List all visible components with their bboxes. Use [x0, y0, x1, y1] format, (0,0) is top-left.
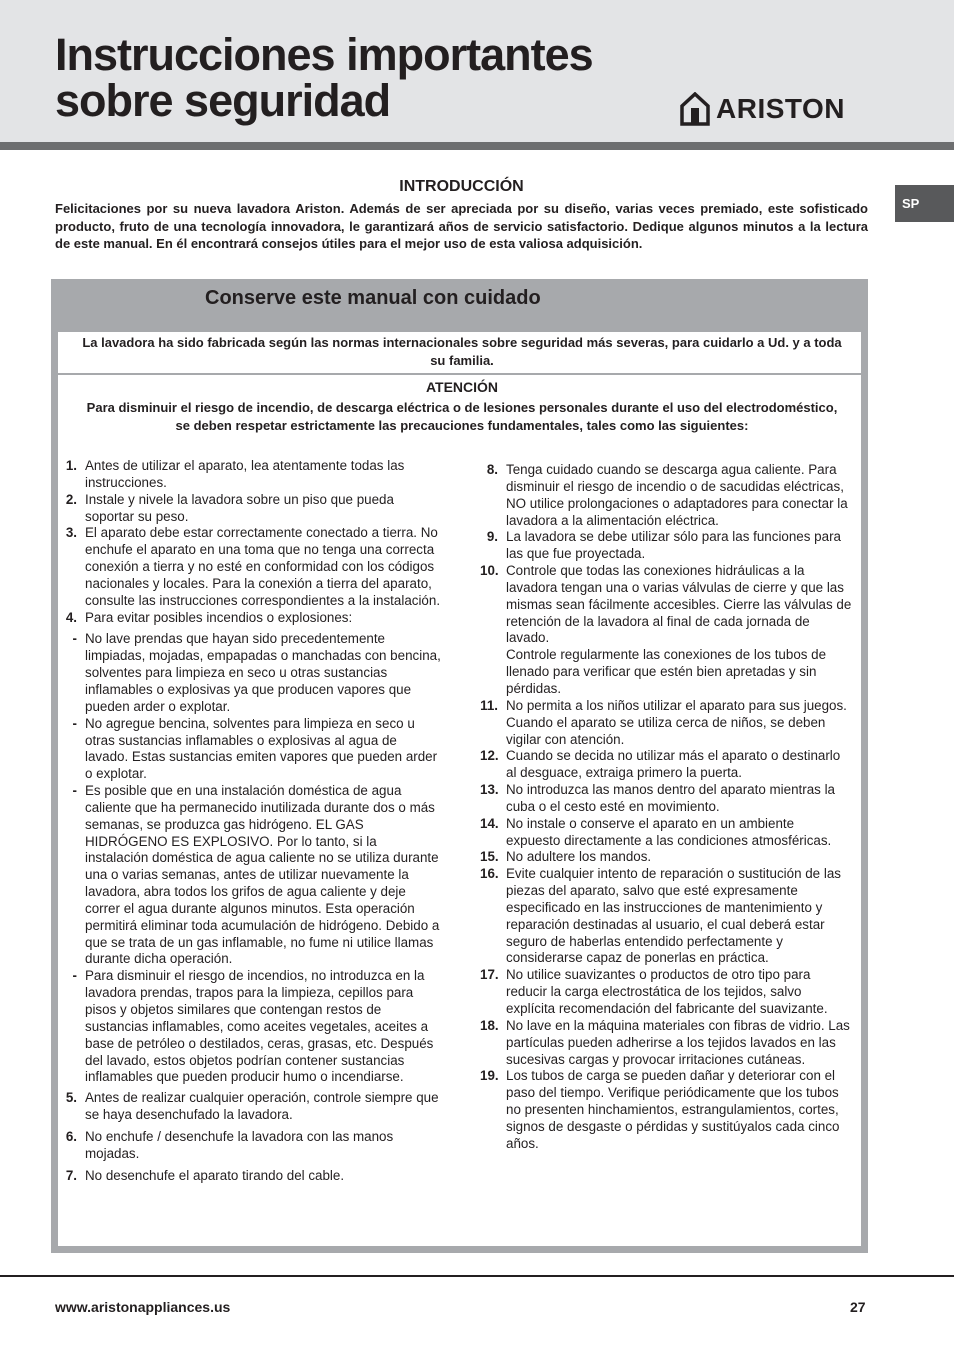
item-text: No introduzca las manos dentro del aparato mientras la cuba o el cesto esté en movimiento. [506, 782, 835, 814]
footer-url[interactable]: www.aristonappliances.us [55, 1299, 231, 1315]
sub-item [58, 783, 443, 968]
list-item [480, 563, 852, 698]
header-rule [0, 142, 954, 150]
item-text: No enchufe / desenchufe la lavadora con las manos mojadas. [85, 1128, 394, 1161]
sub-dash: - [72, 968, 77, 984]
item-number: 1. [65, 458, 77, 473]
right-column [480, 462, 852, 1153]
item-number: 2. [65, 491, 77, 507]
list-item [480, 849, 852, 866]
page-number: 27 [850, 1299, 866, 1315]
list-item [58, 1129, 443, 1163]
title-line-2: sobre seguridad [55, 75, 391, 126]
item-text: No permita a los niños utilizar el aparato para sus juegos. Cuando el aparato se utiliza cerca de niños, se deben vigilar con atención. [506, 697, 847, 747]
item-number: 11. [480, 697, 498, 713]
atencion-text: Para disminuir el riesgo de incendio, de descarga eléctrica o de lesiones personales durante el uso del electrodoméstico, se deben respetar estrictamente las precauciones fundamentales, tales como las siguientes: [86, 400, 838, 433]
item-number: 5. [65, 1090, 77, 1106]
item-text: No desenchufe el aparato tirando del cable. [85, 1167, 345, 1183]
item-number: 9. [486, 529, 498, 545]
ariston-house-icon [680, 92, 710, 126]
list-item [480, 529, 852, 563]
item-text: El aparato debe estar correctamente conectado a tierra. No enchufe el aparato en una toma que no tenga una correcta conexión a tierra y no esté en conformidad con los códigos nacionales y locales. Para la conexión a tierra del aparato, consulte las instrucciones correspondientes a la instalación. [85, 525, 441, 608]
sub-text: Para disminuir el riesgo de incendios, no introduzca en la lavadora prendas, trapos para la limpieza, cepillos para pisos y objetos similares que contengan restos de sustancias inflamables, como aceites vegetales, aceites a base de petróleo o destilados, ceras, grasas, etc. Después del lavado, estos objetos podrían contener sustancias inflamables que pueden producir humo o incendiarse. [85, 968, 434, 1085]
item-number: 8. [486, 462, 498, 477]
box-heading: Conserve este manual con cuidado [205, 287, 541, 309]
sub-item [58, 631, 443, 715]
list-item [58, 610, 443, 627]
item-text-continued: Controle regularmente las conexiones de los tubos de llenado para verificar que estén bien apretadas y sin pérdidas. [506, 647, 827, 696]
item-number: 16. [480, 866, 499, 882]
item-text: Controle que todas las conexiones hidráulicas a la lavadora tengan una o varias válvulas de cierre y que las mismas sean fácilmente accesibles. Cierre las válvulas de retención de la lavadora al final de cada jornada de lavado. [506, 563, 852, 646]
item-text: Instale y nivele la lavadora sobre un piso que pueda soportar su peso. [85, 491, 394, 524]
sub-dash: - [72, 783, 77, 799]
item-text: Evite cualquier intento de reparación o sustitución de las piezas del aparato, salvo que esté expresamente especificado en las instrucciones de mantenimiento y reparación destinadas al usuario, el cual deberá estar seguro de haberlas entendido perfectamente y considerarse capaz de ponerlas en práctica. [506, 866, 841, 966]
item-number: 13. [480, 782, 499, 798]
footer-rule [0, 1275, 954, 1277]
list-item [480, 816, 852, 850]
sub-text: Es posible que en una instalación doméstica de agua caliente que ha permanecido inutilizada durante dos o más semanas, se produzca gas hidrógeno. EL GAS HIDRÓGENO ES EXPLOSIVO. Por lo tanto, si la instalación doméstica de agua caliente no se utiliza durante una o varias semanas, antes de utilizar nuevamente la lavadora, abra todos los grifos de agua caliente y deje correr el agua durante algunos minutos. Esta operación permitirá eliminar toda acumulación de hidrógeno. Debido a que se trata de un gas inflamable, no fume ni utilice llamas durante dicha operación. [85, 783, 440, 967]
title-line-1: Instrucciones importantes [55, 29, 593, 80]
intro-text: Felicitaciones por su nueva lavadora Ariston. Además de ser apreciada por su diseño, varias veces premiado, este sofisticado producto, fruto de una tecnología innovadora, le garantizará años de servicio satisfactorio. Dedique algunos minutos a la lectura de este manual. En él encontrará consejos útiles para el mejor uso de esta valiosa adquisición. [55, 201, 868, 252]
item-text: Antes de realizar cualquier operación, controle siempre que se haya desenchufado la lavadora. [85, 1090, 439, 1123]
left-column [58, 458, 443, 1184]
list-item [58, 458, 443, 492]
list-item [480, 748, 852, 782]
item-text: Para evitar posibles incendios o explosiones: [85, 609, 353, 625]
list-item [58, 1090, 443, 1124]
item-text: La lavadora se debe utilizar sólo para las funciones para las que fue proyectada. [506, 529, 841, 562]
item-number: 10. [480, 563, 499, 579]
list-item [480, 698, 852, 749]
list-item [480, 967, 852, 1018]
item-text: No adultere los mandos. [506, 849, 652, 865]
item-number: 19. [480, 1068, 499, 1084]
list-item [58, 525, 443, 609]
item-text: Los tubos de carga se pueden dañar y deteriorar con el paso del tiempo. Verifique periódicamente que los tubos no presenten hinchamientos, estrangulamientos, cortes, signos de desgaste o pérdidas y sustitúyalos cada cinco años. [506, 1068, 840, 1151]
sub-item [58, 716, 443, 783]
sub-text: No agregue bencina, solventes para limpieza en seco u otras sustancias inflamables o explosivas al agua de lavado. Estas sustancias emiten vapores que pueden arder o explotar. [85, 715, 438, 782]
sub-dash: - [72, 631, 77, 647]
intro-heading: INTRODUCCIÓN [399, 178, 524, 195]
list-item [480, 782, 852, 816]
list-item [58, 492, 443, 526]
list-item [480, 1018, 852, 1069]
item-text: Tenga cuidado cuando se descarga agua caliente. Para disminuir el riesgo de incendio o de sacudidas eléctricas, NO utilice prolongaciones o adaptadores para conectar la lavadora a la alimentación eléctrica. [506, 462, 848, 528]
item-text: Antes de utilizar el aparato, lea atentamente todas las instrucciones. [85, 458, 405, 490]
item-number: 3. [65, 525, 77, 541]
list-item [58, 1168, 443, 1185]
item-number: 14. [480, 815, 499, 831]
list-item [480, 866, 852, 967]
atencion-heading: ATENCIÓN [425, 379, 499, 395]
item-text: No utilice suavizantes o productos de otro tipo para reducir la carga electrostática de los tejidos, salvo explícita recomendación del fabricante del suavizante. [506, 967, 828, 1016]
item-text: No lave en la máquina materiales con fibras de vidrio. Las partículas pueden adherirse a los tejidos lavados en las sucesivas cargas y provocar irritaciones cutáneas. [506, 1017, 850, 1067]
list-item [480, 462, 852, 529]
list-item [480, 1068, 852, 1152]
item-text: No instale o conserve el aparato en un ambiente expuesto directamente a las condiciones atmosféricas. [506, 815, 832, 848]
item-number: 4. [65, 609, 77, 625]
sub-dash: - [72, 715, 77, 731]
sub-text: No lave prendas que hayan sido precedentemente limpiadas, mojadas, empapadas o manchadas con bencina, solventes para limpieza en seco u otras sustancias inflamables o explosivas ya que producen vapores que pueden arder o explotar. [85, 631, 441, 714]
page-title [55, 29, 593, 126]
safety-notice: La lavadora ha sido fabricada según las normas internacionales sobre seguridad más severas, para cuidarlo a Ud. y a toda su familia. [82, 335, 842, 368]
item-number: 15. [480, 849, 499, 865]
logo-text: ARISTON [716, 93, 845, 124]
language-tab: SP [895, 185, 954, 222]
item-number: 7. [65, 1167, 77, 1183]
sub-item [58, 968, 443, 1086]
item-number: 12. [480, 748, 499, 764]
item-text: Cuando se decida no utilizar más el aparato o destinarlo al desguace, extraiga primero la puerta. [506, 748, 841, 781]
item-number: 6. [65, 1128, 77, 1144]
item-number: 17. [480, 967, 499, 983]
ariston-logo [680, 92, 845, 126]
item-number: 18. [480, 1017, 499, 1033]
